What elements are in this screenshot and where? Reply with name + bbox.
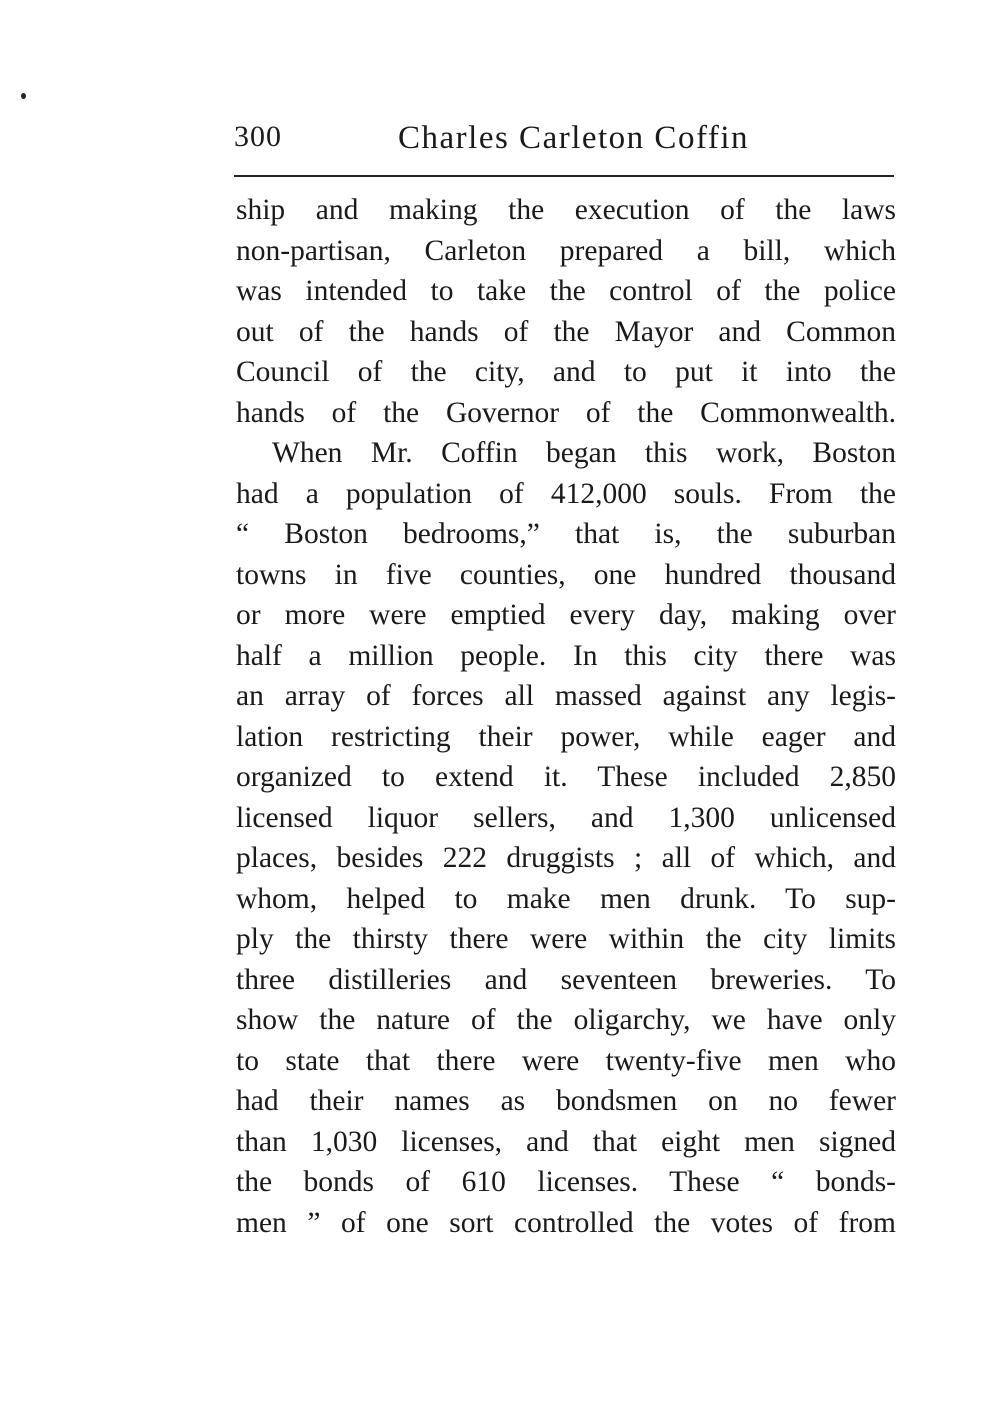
text-line: out of the hands of the Mayor and Common bbox=[236, 315, 896, 348]
text-line: or more were emptied every day, making over bbox=[236, 599, 896, 631]
text-line: three distilleries and seventeen breweries. To bbox=[236, 963, 896, 996]
body-text bbox=[236, 190, 896, 1243]
text-line: show the nature of the oligarchy, we have only bbox=[236, 1004, 896, 1036]
text-line: half a million people. In this city there was bbox=[236, 639, 896, 672]
text-line: Council of the city, and to put it into the bbox=[236, 356, 896, 388]
text-line: towns in five counties, one hundred thousand bbox=[236, 558, 896, 591]
text-line: organized to extend it. These included 2,850 bbox=[236, 761, 896, 793]
page-number: 300 bbox=[234, 120, 282, 153]
running-title: Charles Carleton Coffin bbox=[398, 120, 749, 156]
text-line: “ Boston bedrooms,” that is, the suburban bbox=[236, 518, 896, 550]
header-rule bbox=[234, 175, 894, 177]
text-line: had their names as bondsmen on no fewer bbox=[236, 1085, 896, 1117]
text-line: than 1,030 licenses, and that eight men signed bbox=[236, 1125, 896, 1158]
text-line: places, besides 222 druggists ; all of which, and bbox=[236, 842, 896, 874]
text-line: was intended to take the control of the police bbox=[236, 275, 896, 307]
text-line: hands of the Governor of the Commonwealth. bbox=[236, 396, 896, 429]
text-line: ply the thirsty there were within the city limits bbox=[236, 923, 896, 955]
text-line: lation restricting their power, while eager and bbox=[236, 720, 896, 753]
text-line: the bonds of 610 licenses. These “ bonds- bbox=[236, 1166, 896, 1198]
text-line: had a population of 412,000 souls. From the bbox=[236, 477, 896, 510]
page-header bbox=[234, 112, 894, 172]
text-line: an array of forces all massed against any legis- bbox=[236, 680, 896, 712]
text-line: whom, helped to make men drunk. To sup- bbox=[236, 882, 896, 915]
text-line: men ” of one sort controlled the votes of from bbox=[236, 1206, 896, 1239]
text-line: When Mr. Coffin began this work, Boston bbox=[272, 437, 896, 469]
text-line: to state that there were twenty-five men who bbox=[236, 1044, 896, 1077]
text-line: ship and making the execution of the laws bbox=[236, 194, 896, 226]
text-line: non-partisan, Carleton prepared a bill, which bbox=[236, 234, 896, 267]
ink-speck bbox=[21, 93, 26, 99]
text-line: licensed liquor sellers, and 1,300 unlicensed bbox=[236, 801, 896, 834]
